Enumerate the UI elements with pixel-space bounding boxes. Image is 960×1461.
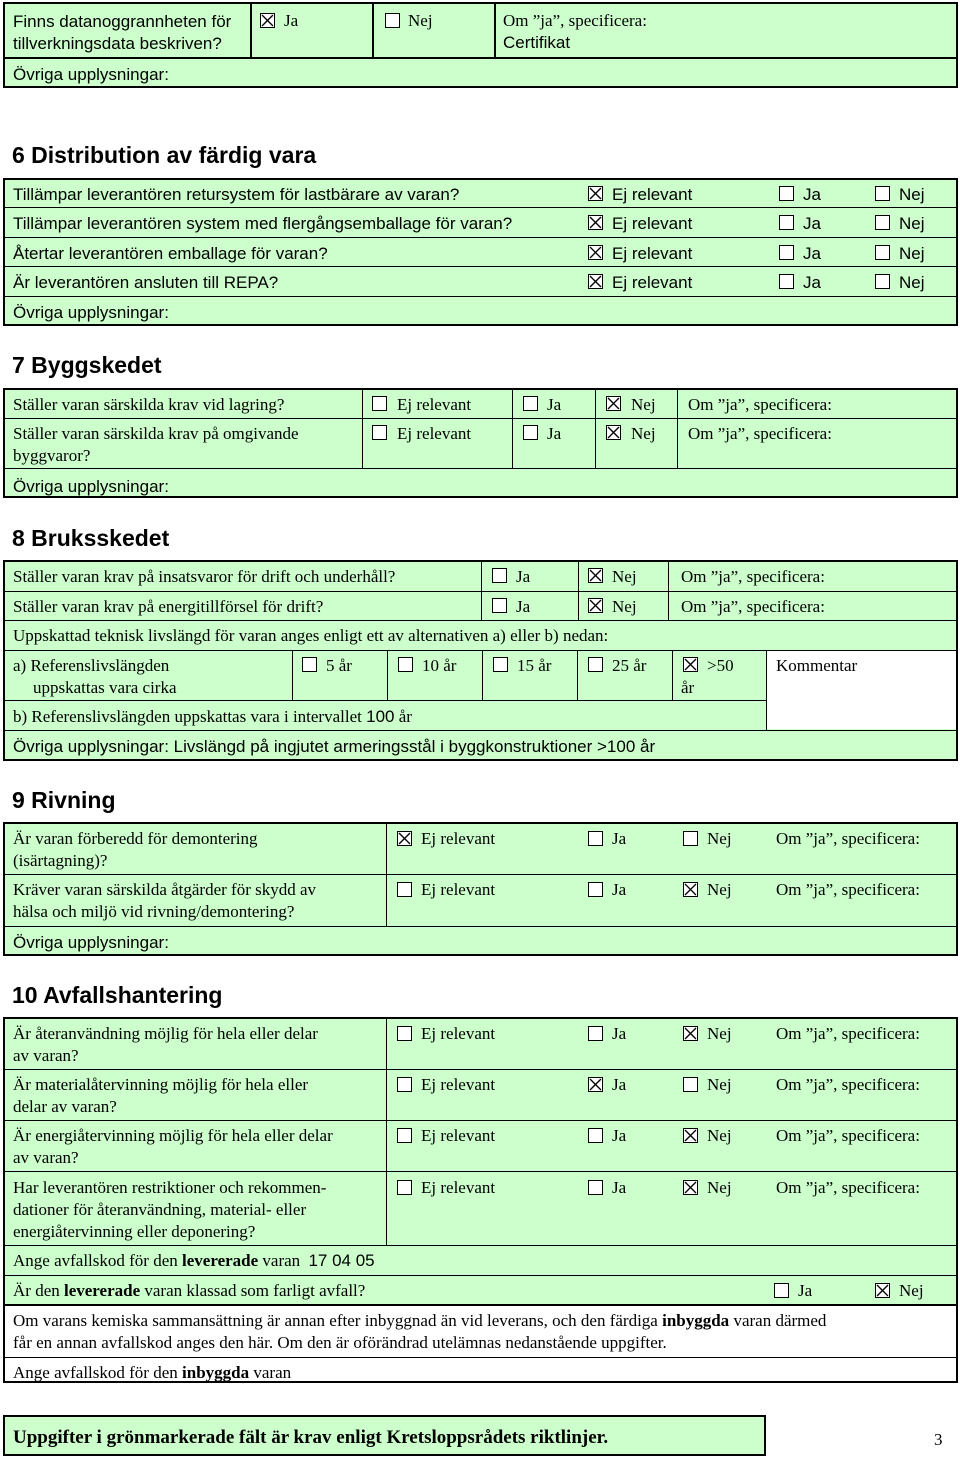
section-6-title: 6 Distribution av färdig vara [12, 142, 317, 168]
s8-ja-label: Ja [516, 597, 531, 616]
s9-ej-label: Ej relevant [421, 829, 496, 848]
s6-ja-checkbox[interactable] [779, 245, 794, 260]
s8-q1: Ställer varan krav på insatsvaror för drift och underhåll? [13, 567, 396, 586]
s8-spec-label: Om ”ja”, specificera: [681, 597, 825, 616]
s10-ej-checkbox[interactable] [397, 1128, 412, 1143]
s7-spec-label: Om ”ja”, specificera: [688, 424, 832, 443]
s8-kommentar-label: Kommentar [776, 656, 858, 675]
footer-text: Uppgifter i grönmarkerade fält är krav enligt Kretsloppsrådets riktlinjer. [13, 1427, 609, 1448]
s10-ja-checkbox[interactable] [588, 1128, 603, 1143]
s6-ja-label: Ja [803, 214, 821, 233]
s10-ej-label: Ej relevant [421, 1075, 496, 1094]
s7-ovriga: Övriga upplysningar: [13, 477, 169, 496]
s10-avfallskod-inbyggda: Ange avfallskod för den inbyggda varan [13, 1363, 292, 1382]
s8-b-value[interactable]: 100 [366, 707, 395, 726]
s7-spec-label: Om ”ja”, specificera: [688, 395, 832, 414]
s7-ej-label: Ej relevant [397, 395, 472, 414]
s10-q2: Är materialåtervinning möjlig för hela eller delar av varan? [13, 1075, 309, 1116]
s8-ja-checkbox[interactable] [492, 568, 507, 583]
s9-ej-label: Ej relevant [421, 880, 496, 899]
s10-farligt-ja-label: Ja [798, 1281, 813, 1300]
s8-opt-5-label: 5 år [326, 656, 352, 675]
s6-ja-checkbox[interactable] [779, 274, 794, 289]
s10-ej-label: Ej relevant [421, 1024, 496, 1043]
s10-farligt-nej-label: Nej [899, 1281, 924, 1300]
s8-ja-checkbox[interactable] [492, 598, 507, 613]
s9-ja-checkbox[interactable] [588, 882, 603, 897]
s9-ja-label: Ja [612, 829, 627, 848]
top-spec-label: Om ”ja”, specificera: [503, 11, 647, 30]
s6-ej-checkbox[interactable] [588, 215, 603, 230]
s6-ja-label: Ja [803, 273, 821, 292]
s6-nej-checkbox[interactable] [875, 186, 890, 201]
s7-ja-checkbox[interactable] [523, 425, 538, 440]
s6-ej-label: Ej relevant [612, 185, 693, 204]
s10-spec-label: Om ”ja”, specificera: [776, 1024, 920, 1043]
section-8-title: 8 Bruksskedet [12, 525, 170, 551]
section-7-title: 7 Byggskedet [12, 352, 162, 378]
s6-ja-label: Ja [803, 185, 821, 204]
s10-spec-label: Om ”ja”, specificera: [776, 1178, 920, 1197]
s10-ja-label: Ja [612, 1024, 627, 1043]
s10-avfallskod-value[interactable]: 17 04 05 [308, 1251, 375, 1270]
s7-ja-label: Ja [547, 424, 562, 443]
section-9-title: 9 Rivning [12, 787, 116, 813]
s10-ja-checkbox[interactable] [588, 1026, 603, 1041]
s7-ej-label: Ej relevant [397, 424, 472, 443]
s9-q1: Är varan förberedd för demontering (isärtagning)? [13, 829, 258, 870]
s6-nej-checkbox[interactable] [875, 245, 890, 260]
s7-ej-checkbox[interactable] [372, 425, 387, 440]
s6-ej-label: Ej relevant [612, 214, 693, 233]
s10-note: Om varans kemiska sammansättning är annan efter inbyggnad än vid leverans, och den färdiga inbyggda varan därmed får en annan avfallskod anges den här. Om den är oförändrad utelämnas nedanstående uppgifter. [13, 1311, 827, 1352]
s8-opt-5-checkbox[interactable] [302, 657, 317, 672]
s6-ja-checkbox[interactable] [779, 215, 794, 230]
s8-opt-15-checkbox[interactable] [493, 657, 508, 672]
s9-spec-label: Om ”ja”, specificera: [776, 829, 920, 848]
s6-nej-label: Nej [899, 273, 925, 292]
s6-nej-checkbox[interactable] [875, 274, 890, 289]
s8-q2: Ställer varan krav på energitillförsel för drift? [13, 597, 324, 616]
s10-nej-label: Nej [707, 1024, 732, 1043]
s8-nej-label: Nej [612, 567, 637, 586]
s8-opt-25-label: 25 år [612, 656, 647, 675]
s9-ovriga: Övriga upplysningar: [13, 933, 169, 952]
s10-ej-label: Ej relevant [421, 1126, 496, 1145]
s10-ej-label: Ej relevant [421, 1178, 496, 1197]
s10-farligt-nej-checkbox[interactable] [875, 1283, 890, 1298]
top-nej-checkbox[interactable] [385, 13, 400, 28]
s8-lifetime-question: Uppskattad teknisk livslängd för varan anges enligt ett av alternativen a) eller b) nedan: [13, 626, 609, 645]
s6-ej-label: Ej relevant [612, 273, 693, 292]
s10-spec-label: Om ”ja”, specificera: [776, 1126, 920, 1145]
s9-ja-label: Ja [612, 880, 627, 899]
s9-spec-label: Om ”ja”, specificera: [776, 880, 920, 899]
s10-nej-checkbox[interactable] [683, 1077, 698, 1092]
s10-ej-checkbox[interactable] [397, 1077, 412, 1092]
s8-opt-50-label: >50 [707, 656, 734, 675]
s10-nej-checkbox[interactable] [683, 1128, 698, 1143]
top-nej-label: Nej [408, 11, 433, 30]
s7-nej-label: Nej [631, 424, 656, 443]
s10-ja-label: Ja [612, 1178, 627, 1197]
s6-ja-label: Ja [803, 244, 821, 263]
s6-ja-checkbox[interactable] [779, 186, 794, 201]
s8-nej-label: Nej [612, 597, 637, 616]
s6-nej-checkbox[interactable] [875, 215, 890, 230]
s8-opt-25-checkbox[interactable] [588, 657, 603, 672]
s7-ej-checkbox[interactable] [372, 396, 387, 411]
s8-opt-50-unit: år [681, 678, 695, 697]
s9-ej-checkbox[interactable] [397, 831, 412, 846]
s6-nej-label: Nej [899, 244, 925, 263]
s8-b-line: b) Referenslivslängden uppskattas vara i intervallet 100 år [13, 707, 412, 726]
s10-nej-label: Nej [707, 1075, 732, 1094]
s10-nej-checkbox[interactable] [683, 1026, 698, 1041]
s8-a-label-1: a) Referenslivslängden [13, 656, 170, 675]
s9-nej-label: Nej [707, 829, 732, 848]
s8-opt-10-label: 10 år [422, 656, 457, 675]
s10-avfallskod-levererade: Ange avfallskod för den levererade varan 17 04 05 [13, 1251, 375, 1270]
s6-ovriga: Övriga upplysningar: [13, 303, 169, 322]
s10-ej-checkbox[interactable] [397, 1180, 412, 1195]
s10-spec-label: Om ”ja”, specificera: [776, 1075, 920, 1094]
s7-ja-label: Ja [547, 395, 562, 414]
section-10-title: 10 Avfallshantering [12, 982, 223, 1008]
s10-farligt-question: Är den levererade varan klassad som farligt avfall? [13, 1281, 366, 1300]
s6-q1: Tillämpar leverantören retursystem för lastbärare av varan? [13, 185, 460, 204]
s8-opt-50-checkbox[interactable] [683, 657, 698, 672]
s10-ja-checkbox[interactable] [588, 1077, 603, 1092]
s6-ej-checkbox[interactable] [588, 245, 603, 260]
s10-ja-checkbox[interactable] [588, 1180, 603, 1195]
top-ovriga: Övriga upplysningar: [13, 65, 169, 84]
s10-ja-label: Ja [612, 1126, 627, 1145]
s9-ej-checkbox[interactable] [397, 882, 412, 897]
s6-q3: Återtar leverantören emballage för varan? [13, 244, 328, 263]
s8-a-label-2: uppskattas vara cirka [33, 678, 177, 697]
s6-nej-label: Nej [899, 214, 925, 233]
s10-nej-checkbox[interactable] [683, 1180, 698, 1195]
s9-nej-checkbox[interactable] [683, 831, 698, 846]
s8-spec-label: Om ”ja”, specificera: [681, 567, 825, 586]
page-number: 3 [934, 1430, 943, 1449]
s10-q4: Har leverantören restriktioner och rekommen- dationer för återanvändning, material- eller energiåtervinning eller deponering? [13, 1178, 327, 1241]
top-ja-checkbox[interactable] [260, 13, 275, 28]
top-question: Finns datanoggrannheten för tillverkningsdata beskriven? [13, 12, 232, 53]
s7-q1: Ställer varan särskilda krav vid lagring? [13, 395, 285, 414]
s10-q1: Är återanvändning möjlig för hela eller delar av varan? [13, 1024, 318, 1065]
s6-ej-checkbox[interactable] [588, 186, 603, 201]
s10-ja-label: Ja [612, 1075, 627, 1094]
s6-ej-checkbox[interactable] [588, 274, 603, 289]
top-spec-value[interactable]: Certifikat [503, 33, 571, 52]
s8-nej-checkbox[interactable] [588, 568, 603, 583]
s8-ja-label: Ja [516, 567, 531, 586]
s7-q2: Ställer varan särskilda krav på omgivande byggvaror? [13, 424, 299, 465]
s9-q2: Kräver varan särskilda åtgärder för skydd av hälsa och miljö vid rivning/demontering? [13, 880, 317, 921]
s9-nej-label: Nej [707, 880, 732, 899]
s6-nej-label: Nej [899, 185, 925, 204]
s8-ovriga-value[interactable]: Livslängd på ingjutet armeringsstål i byggkonstruktioner >100 år [173, 737, 656, 756]
s7-nej-label: Nej [631, 395, 656, 414]
s7-nej-checkbox[interactable] [606, 425, 621, 440]
s8-ovriga: Övriga upplysningar: Livslängd på ingjutet armeringsstål i byggkonstruktioner >100 år [13, 737, 656, 756]
s7-ja-checkbox[interactable] [523, 396, 538, 411]
top-ja-label: Ja [284, 11, 299, 30]
s10-nej-label: Nej [707, 1178, 732, 1197]
s6-q4: Är leverantören ansluten till REPA? [13, 273, 279, 292]
s8-opt-15-label: 15 år [517, 656, 552, 675]
s8-nej-checkbox[interactable] [588, 598, 603, 613]
s6-ej-label: Ej relevant [612, 244, 693, 263]
s8-opt-10-checkbox[interactable] [398, 657, 413, 672]
s10-nej-label: Nej [707, 1126, 732, 1145]
s10-ej-checkbox[interactable] [397, 1026, 412, 1041]
s10-q3: Är energiåtervinning möjlig för hela eller delar av varan? [13, 1126, 333, 1167]
s6-q2: Tillämpar leverantören system med flergångsemballage för varan? [13, 214, 513, 233]
s9-ja-checkbox[interactable] [588, 831, 603, 846]
s9-nej-checkbox[interactable] [683, 882, 698, 897]
s10-farligt-ja-checkbox[interactable] [774, 1283, 789, 1298]
s7-nej-checkbox[interactable] [606, 396, 621, 411]
